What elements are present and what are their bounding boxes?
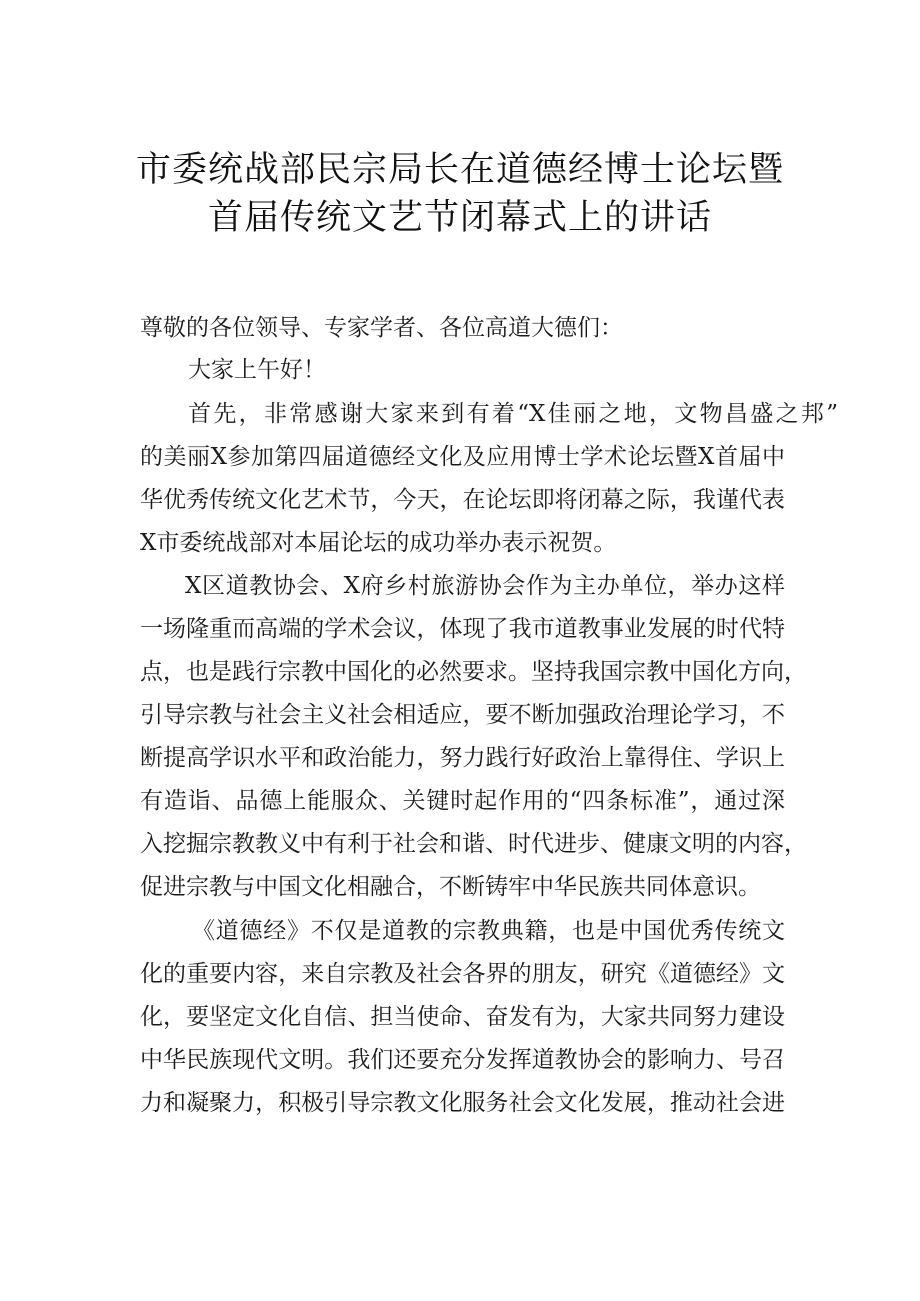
paragraph-2-line-3: 点，也是践行宗教中国化的必然要求。坚持我国宗教中国化方向， bbox=[140, 659, 807, 685]
paragraph-2-line-4: 引导宗教与社会主义社会相适应，要不断加强政治理论学习，不 bbox=[140, 702, 785, 728]
paragraph-2-line-2: 一场隆重而高端的学术会议，体现了我市道教事业发展的时代特 bbox=[140, 616, 785, 642]
document-title-line-1: 市委统战部民宗局长在道德经博士论坛暨 bbox=[135, 150, 784, 190]
paragraph-2-line-5: 断提高学识水平和政治能力，努力践行好政治上靠得住、学识上 bbox=[140, 745, 785, 771]
paragraph-1-line-2: 的美丽X参加第四届道德经文化及应用博士学术论坛暨X首届中 bbox=[140, 444, 785, 470]
document-title-line-2: 首届传统文艺节闭幕式上的讲话 bbox=[207, 198, 712, 238]
paragraph-3-line-4: 中华民族现代文明。我们还要充分发挥道教协会的影响力、号召 bbox=[140, 1047, 785, 1073]
paragraph-2-line-1: X区道教协会、X府乡村旅游协会作为主办单位，举办这样 bbox=[185, 573, 785, 599]
salutation: 尊敬的各位领导、专家学者、各位高道大德们： bbox=[140, 315, 623, 341]
paragraph-1-line-3: 华优秀传统文化艺术节，今天，在论坛即将闭幕之际，我谨代表 bbox=[140, 487, 785, 513]
paragraph-3-line-5: 力和凝聚力，积极引导宗教文化服务社会文化发展，推动社会进 bbox=[140, 1090, 785, 1116]
paragraph-1-line-4: X市委统战部对本届论坛的成功举办表示祝贺。 bbox=[140, 530, 617, 556]
paragraph-2-line-8: 促进宗教与中国文化相融合，不断铸牢中华民族共同体意识。 bbox=[140, 874, 761, 900]
paragraph-3-line-3: 化，要坚定文化自信、担当使命、奋发有为，大家共同努力建设 bbox=[140, 1004, 785, 1030]
paragraph-3-line-1: 《道德经》不仅是道教的宗教典籍，也是中国优秀传统文 bbox=[192, 918, 785, 944]
paragraph-2-line-7: 入挖掘宗教教义中有利于社会和谐、时代进步、健康文明的内容， bbox=[140, 831, 807, 857]
paragraph-2-line-6: 有造诣、品德上能服众、关键时起作用的“四条标准”，通过深 bbox=[140, 788, 785, 814]
greeting: 大家上午好！ bbox=[188, 357, 326, 383]
paragraph-1-line-1: 首先，非常感谢大家来到有着“X佳丽之地，文物昌盛之邦” bbox=[188, 401, 838, 427]
paragraph-3-line-2: 化的重要内容，来自宗教及社会各界的朋友，研究《道德经》文 bbox=[140, 961, 785, 987]
